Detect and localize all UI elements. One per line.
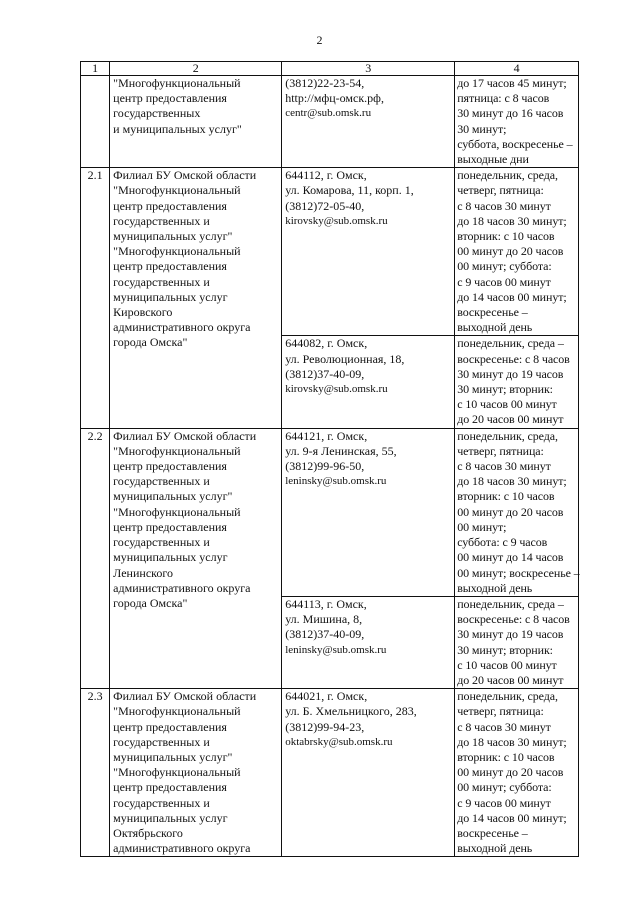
cell-line: понедельник, среда – — [457, 336, 564, 351]
cell-line: четверг, пятница: — [457, 443, 544, 458]
cell-line: административного округа — [113, 580, 251, 595]
cell-line: с 9 часов 00 минут — [457, 274, 551, 289]
cell-line: 00 минут до 20 часов — [457, 244, 564, 259]
cell-line: государственных и — [113, 274, 210, 289]
cell-line: (3812)99-96-50, — [285, 459, 365, 474]
cell-line: 00 минут; суббота: — [457, 259, 552, 274]
cell-line: муниципальных услуг — [113, 810, 228, 825]
cell-line: воскресенье: с 8 часов — [457, 612, 570, 627]
cell-line: ул. Б. Хмельницкого, 283, — [285, 704, 417, 719]
hours-cell — [455, 336, 579, 428]
header-col-1: 1 — [81, 62, 110, 76]
address-cell — [282, 689, 455, 857]
cell-line: kirovsky@sub.omsk.ru — [285, 383, 388, 396]
cell-line: 644121, г. Омск, — [285, 428, 368, 443]
cell-line: (3812)37-40-09, — [285, 627, 365, 642]
hours-cell — [455, 76, 579, 168]
cell-line: воскресенье – — [457, 825, 528, 840]
cell-line: 30 минут до 16 часов — [457, 106, 564, 121]
cell-line: Ленинского — [113, 565, 173, 580]
cell-line: четверг, пятница: — [457, 183, 544, 198]
cell-line: Филиал БУ Омской области — [113, 168, 257, 183]
cell-line: (3812)37-40-09, — [285, 366, 365, 381]
cell-line: до 14 часов 00 минут; — [457, 289, 567, 304]
hours-cell — [455, 596, 579, 688]
hours-cell — [455, 689, 579, 857]
cell-line: 00 минут; суббота: — [457, 780, 552, 795]
row-number-cell: 2.1 — [81, 168, 110, 428]
cell-line: выходной день — [457, 841, 533, 856]
cell-line: "Многофункциональный — [113, 704, 241, 719]
header-col-2: 2 — [110, 62, 282, 76]
cell-line: административного округа — [113, 320, 251, 335]
cell-line: понедельник, среда, — [457, 428, 558, 443]
cell-line: "Многофункциональный — [113, 443, 241, 458]
hours-cell — [455, 428, 579, 596]
cell-line: (3812)99-94-23, — [285, 719, 365, 734]
cell-line: 644112, г. Омск, — [285, 168, 367, 183]
row-number-cell: 2.2 — [81, 428, 110, 688]
address-cell — [282, 336, 455, 428]
header-col-3: 3 — [282, 62, 455, 76]
cell-line: города Омска" — [113, 335, 188, 350]
cell-line: "Многофункциональный — [113, 183, 241, 198]
cell-line: oktabrsky@sub.omsk.ru — [285, 735, 393, 748]
cell-line: государственных и — [113, 795, 210, 810]
cell-line: государственных и — [113, 734, 210, 749]
cell-line: государственных и — [113, 213, 210, 228]
cell-line: центр предоставления — [113, 259, 227, 274]
cell-line: Филиал БУ Омской области — [113, 428, 257, 443]
cell-line: 00 минут до 20 часов — [457, 765, 564, 780]
cell-line: вторник: с 10 часов — [457, 229, 555, 244]
hours-cell — [455, 168, 579, 336]
cell-line: с 8 часов 30 минут — [457, 198, 551, 213]
cell-line: до 14 часов 00 минут; — [457, 810, 567, 825]
name-cell — [110, 689, 282, 857]
cell-line: ул. Комарова, 11, корп. 1, — [285, 183, 414, 198]
cell-line: до 20 часов 00 минут — [457, 412, 564, 427]
cell-line: leninsky@sub.omsk.ru — [285, 643, 387, 656]
cell-line: с 10 часов 00 минут — [457, 397, 557, 412]
cell-line: государственных и — [113, 535, 210, 550]
cell-line: до 18 часов 30 минут; — [457, 474, 567, 489]
cell-line: муниципальных услуг" — [113, 229, 233, 244]
cell-line: центр предоставления — [113, 198, 227, 213]
cell-line: "Многофункциональный — [113, 76, 241, 90]
cell-line: 644113, г. Омск, — [285, 596, 367, 611]
cell-line: выходные дни — [457, 152, 529, 167]
cell-line: административного округа — [113, 841, 251, 856]
address-cell — [282, 596, 455, 688]
offices-table — [80, 61, 579, 857]
cell-line: муниципальных услуг" — [113, 489, 233, 504]
cell-line: понедельник, среда – — [457, 596, 564, 611]
name-cell — [110, 428, 282, 688]
cell-line: (3812)72-05-40, — [285, 198, 365, 213]
cell-line: воскресенье – — [457, 305, 528, 320]
header-col-4: 4 — [455, 62, 579, 76]
cell-line: "Многофункциональный — [113, 244, 241, 259]
cell-line: ул. Революционная, 18, — [285, 351, 405, 366]
cell-line: центр предоставления — [113, 519, 227, 534]
cell-line: (3812)22-23-54, — [285, 76, 365, 90]
cell-line: до 20 часов 00 минут — [457, 672, 564, 687]
cell-line: муниципальных услуг" — [113, 749, 233, 764]
cell-line: 30 минут; вторник: — [457, 382, 553, 397]
cell-line: центр предоставления — [113, 719, 227, 734]
address-cell — [282, 428, 455, 596]
cell-line: Филиал БУ Омской области — [113, 689, 257, 704]
cell-line: суббота: с 9 часов — [457, 535, 548, 550]
cell-line: ул. Мишина, 8, — [285, 612, 363, 627]
cell-line: до 18 часов 30 минут; — [457, 213, 567, 228]
cell-line: до 18 часов 30 минут; — [457, 734, 567, 749]
table-row — [81, 428, 579, 596]
cell-line: центр предоставления — [113, 780, 227, 795]
cell-line: государственных — [113, 106, 201, 121]
cell-line: государственных и — [113, 474, 210, 489]
cell-line: понедельник, среда, — [457, 168, 558, 183]
cell-line: "Многофункциональный — [113, 765, 241, 780]
cell-line: Октябрьского — [113, 825, 183, 840]
contact-cell — [282, 76, 455, 168]
row-number-cell: 2.3 — [81, 689, 110, 857]
cell-line: и муниципальных услуг" — [113, 121, 242, 136]
table-row — [81, 168, 579, 336]
cell-line: http://мфц-омск.рф, — [285, 91, 384, 106]
cell-line: вторник: с 10 часов — [457, 489, 555, 504]
cell-line: города Омска" — [113, 595, 188, 610]
cell-line: centr@sub.omsk.ru — [285, 107, 372, 120]
address-cell — [282, 168, 455, 336]
cell-line: 00 минут до 14 часов — [457, 550, 564, 565]
page-number: 2 — [316, 33, 323, 47]
cell-line: суббота, воскресенье – — [457, 136, 573, 151]
cell-line: с 9 часов 00 минут — [457, 795, 551, 810]
cell-line: выходной день — [457, 580, 533, 595]
cell-line: Кировского — [113, 305, 173, 320]
cell-line: выходной день — [457, 320, 533, 335]
cell-line: центр предоставления — [113, 91, 227, 106]
name-cell — [110, 76, 282, 168]
cell-line: 30 минут; — [457, 121, 507, 136]
cell-line: вторник: с 10 часов — [457, 749, 555, 764]
cell-line: 644082, г. Омск, — [285, 336, 368, 351]
cell-line: 30 минут до 19 часов — [457, 627, 564, 642]
cell-line: центр предоставления — [113, 459, 227, 474]
cell-line: 30 минут до 19 часов — [457, 366, 564, 381]
cell-line: ул. 9-я Ленинская, 55, — [285, 443, 397, 458]
cell-line: 00 минут; — [457, 519, 507, 534]
cell-line: муниципальных услуг — [113, 289, 228, 304]
cell-line: до 17 часов 45 минут; — [457, 76, 567, 90]
cell-line: "Многофункциональный — [113, 504, 241, 519]
cell-line: воскресенье: с 8 часов — [457, 351, 570, 366]
name-cell — [110, 168, 282, 428]
cell-line: пятница: с 8 часов — [457, 91, 550, 106]
cell-line: с 8 часов 30 минут — [457, 459, 551, 474]
cell-line: с 8 часов 30 минут — [457, 719, 551, 734]
cell-line: leninsky@sub.omsk.ru — [285, 475, 387, 488]
cell-line: четверг, пятница: — [457, 704, 544, 719]
cell-line: 644021, г. Омск, — [285, 689, 368, 704]
cell-line: 00 минут; воскресенье – — [457, 565, 580, 580]
row-number-cell — [81, 76, 110, 168]
cell-line: с 10 часов 00 минут — [457, 657, 557, 672]
table-row — [81, 76, 579, 168]
cell-line: kirovsky@sub.omsk.ru — [285, 214, 388, 227]
table-row — [81, 689, 579, 857]
cell-line: понедельник, среда, — [457, 689, 558, 704]
cell-line: муниципальных услуг — [113, 550, 228, 565]
cell-line: 00 минут до 20 часов — [457, 504, 564, 519]
cell-line: 30 минут; вторник: — [457, 642, 553, 657]
table-header-row — [81, 62, 579, 76]
